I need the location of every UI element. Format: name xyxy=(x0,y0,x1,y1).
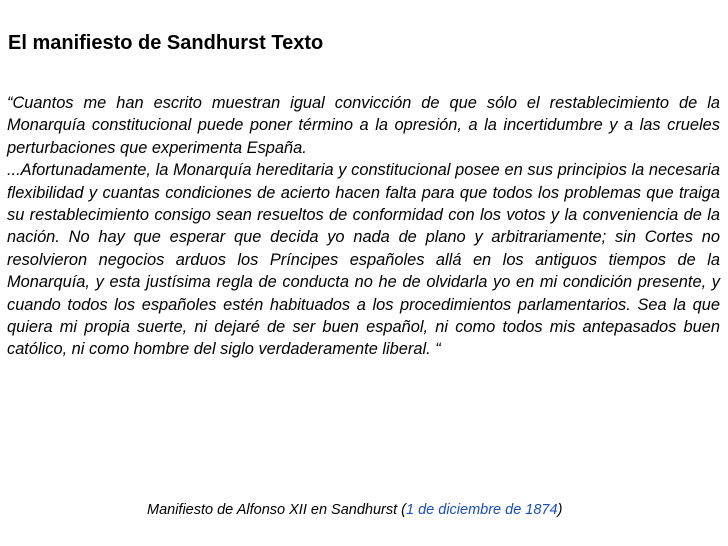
citation xyxy=(147,500,562,520)
quote-body xyxy=(7,92,720,361)
slide-title: El manifiesto de Sandhurst Texto xyxy=(8,32,324,54)
citation-date-link[interactable]: 1 de diciembre de 1874 xyxy=(406,502,558,518)
quote-paragraph-1: “Cuantos me han escrito muestran igual convicción de que sólo el restablecimiento de la Monarquía constitucional puede poner término a la opresión, a la incertidumbre y a las crueles perturbaciones que experimenta España. xyxy=(7,94,720,157)
citation-prefix: Manifiesto de Alfonso XII en Sandhurst ( xyxy=(147,502,406,518)
citation-suffix: ) xyxy=(557,502,563,518)
quote-paragraph-2: ...Afortunadamente, la Monarquía hereditaria y constitucional posee en sus principios la necesaria flexibilidad y cuantas condiciones de acierto hacen falta para que todos los problemas que traiga su restablecimiento consigo sean resueltos de conformidad con los votos y la conveniencia de la nación. No hay que esperar que decida yo nada de plano y arbitrariamente; sin Cortes no resolvieron negocios arduos los Príncipes españoles allá en los antiguos tiempos de la Monarquía, y esta justísima regla de conducta no he de olvidarla yo en mi condición presente, y cuando todos los españoles estén habituados a los procedimientos parlamentarios. Sea la que quiera mi propia suerte, ni dejaré de ser buen español, ni como todos mis antepasados buen católico, ni como hombre del siglo verdaderamente liberal. “ xyxy=(7,161,720,359)
